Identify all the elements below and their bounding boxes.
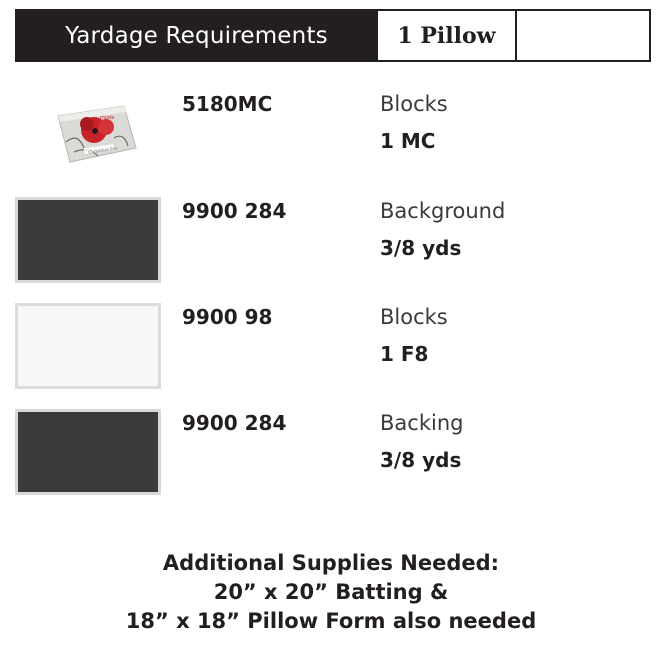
fabric-row [0, 303, 662, 393]
fabric-use: Background [380, 199, 506, 223]
fabric-row [0, 90, 662, 180]
fabric-amount: 3/8 yds [380, 448, 462, 472]
pack-name-text: Christmas Eve [87, 145, 118, 155]
fabric-amount: 1 MC [380, 129, 436, 153]
fabric-amount: 1 F8 [380, 342, 429, 366]
header-size-cell: 1 Pillow [376, 11, 515, 60]
charm-pack-image [54, 102, 140, 166]
fabric-row [0, 409, 662, 499]
header-empty-cell [515, 11, 649, 60]
supplies-pillow-form: 18” x 18” Pillow Form also needed [125, 609, 537, 633]
fabric-swatch [15, 197, 161, 283]
fabric-amount: 3/8 yds [380, 236, 462, 260]
fabric-swatch [15, 303, 161, 389]
fabric-swatch [15, 409, 161, 495]
fabric-sku: 9900 284 [182, 199, 287, 223]
fabric-use: Blocks [380, 305, 448, 329]
fabric-row [0, 197, 662, 287]
fabric-sku: 9900 98 [182, 305, 273, 329]
charm-pack-icon [54, 102, 140, 166]
pack-brand-text: moda [100, 115, 115, 121]
fabric-use: Backing [380, 411, 464, 435]
supplies-batting: 20” x 20” Batting & [213, 580, 449, 604]
fabric-use: Blocks [380, 92, 448, 116]
fabric-sku: 5180MC [182, 92, 273, 116]
additional-supplies [0, 549, 662, 636]
yardage-header [15, 9, 651, 62]
supplies-heading: Additional Supplies Needed: [162, 551, 500, 575]
header-title: Yardage Requirements [17, 11, 376, 60]
fabric-sku: 9900 284 [182, 411, 287, 435]
